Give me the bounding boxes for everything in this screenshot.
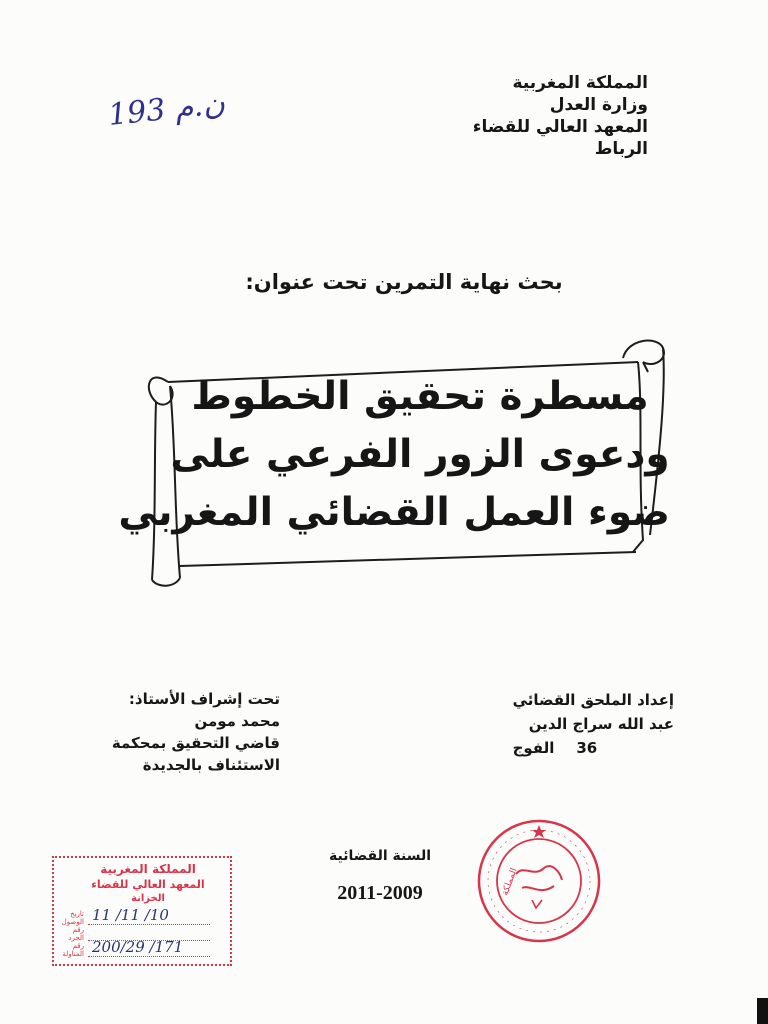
supervisor-role-line-2: الاستئناف بالجديدة [142,756,280,774]
supervisor-label: تحت إشراف الأستاذ: [128,690,280,708]
library-stamp-handling-number: 200/29 /171 [92,938,184,956]
cohort-label: الفوج [512,739,555,757]
header-line-kingdom: المملكة المغربية [512,73,648,93]
research-intro-text: بحث نهاية التمرين تحت عنوان: [245,270,563,294]
library-stamp [52,856,232,966]
library-stamp-line-1: المملكة المغربية [100,862,196,876]
academic-year-label: السنة القضائية [328,848,432,864]
supervisor-name: محمد مومن [194,712,280,730]
academic-year-value: 2011-2009 [337,882,423,904]
thesis-title [118,368,670,542]
header-line-ministry: وزارة العدل [549,95,648,115]
cohort [513,736,674,760]
prepared-by-label: إعداد الملحق القضائي [512,691,674,709]
supervisor-block [112,688,280,776]
thesis-title-line-2: ودعوى الزور الفرعي على [170,432,670,477]
library-stamp-field-handling: رقم المناولة [62,942,84,958]
library-stamp-arrival-date: 11 /11 /10 [92,906,169,924]
cohort-number: 36 [576,739,598,757]
library-stamp-line-3: الخزانة [131,893,165,904]
research-intro [0,270,768,294]
library-stamp-rule-1 [88,924,210,925]
library-stamp-rule-3 [88,956,210,957]
supervisor-role-line-1: قاضي التحقيق بمحكمة [111,734,280,752]
official-seal-text: المملكة [500,866,520,898]
prepared-by-block [513,688,674,760]
thesis-title-line-3: ضوء العمل القضائي المغربي [118,490,670,535]
author-name: عبد الله سراج الدين [528,715,674,733]
thesis-title-line-1: مسطرة تحقيق الخطوط [191,374,649,419]
library-stamp-field-inventory: رقم الجرد [68,926,84,942]
header-line-city: الرباط [594,139,648,159]
library-stamp-line-2: المعهد العالي للقضاء [91,878,205,891]
scan-edge-mark [757,998,768,1024]
official-seal-icon [474,816,604,946]
library-stamp-field-arrival: تاريخ الوصول [61,910,84,926]
institution-header [473,72,648,160]
handwritten-reference-note: 193 ن.م [106,85,227,134]
header-line-institute: المعهد العالي للقضاء [472,117,648,137]
